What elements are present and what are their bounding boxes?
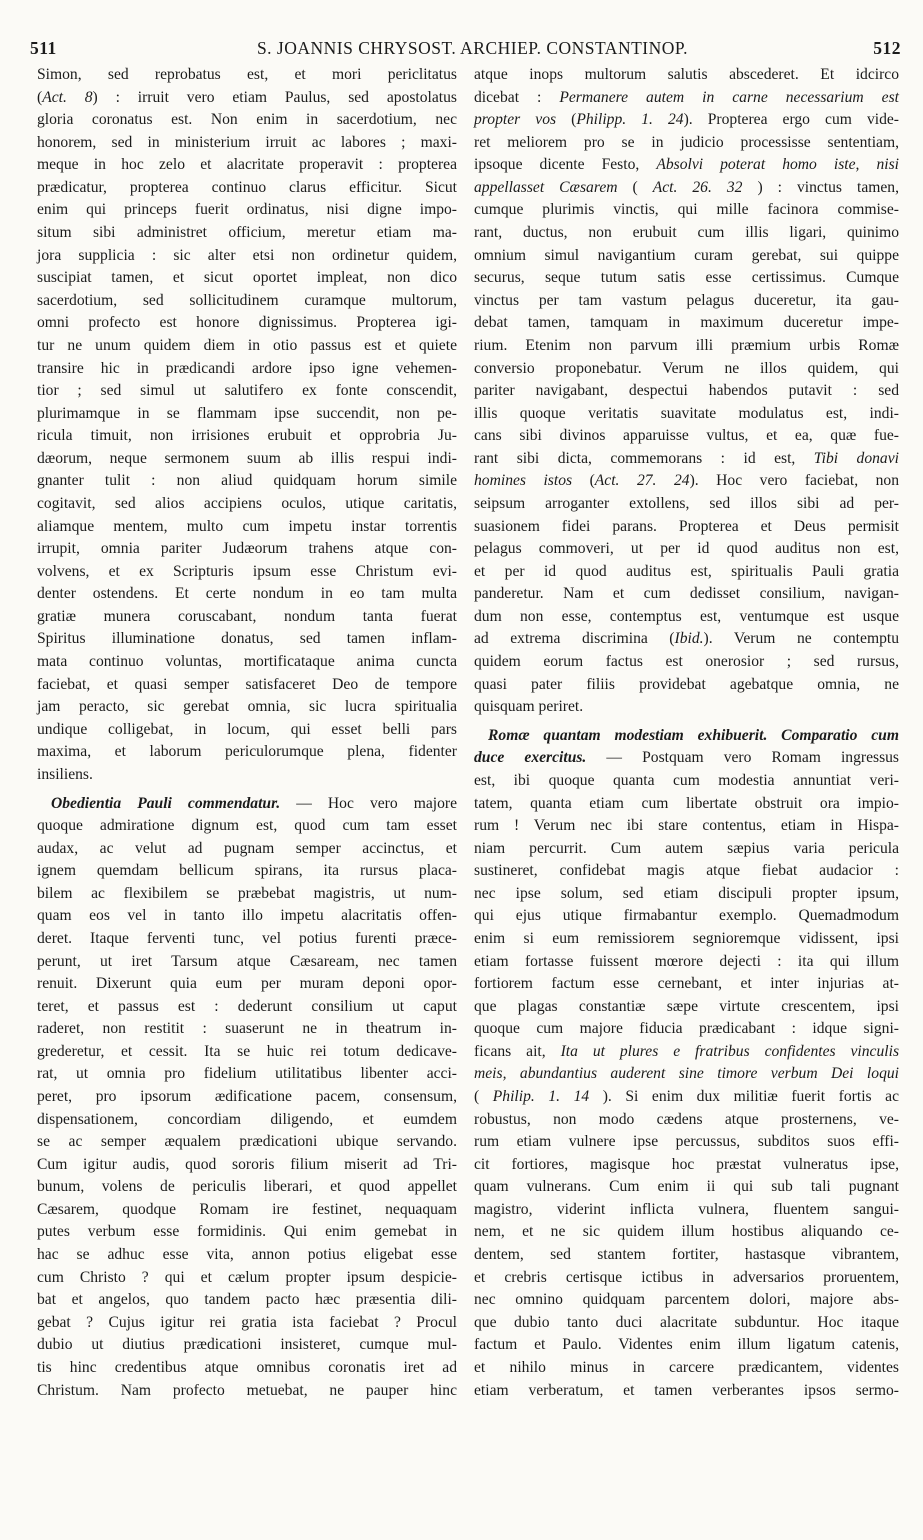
text-line: ignem quemdam bellicum spirans, ita rursus placa- (37, 862, 457, 880)
text-line: Spiritus illuminatione donatus, sed tamen inflam- (37, 630, 457, 648)
text-line: putes verbum esse formidinis. Qui enim gemebat in (37, 1223, 457, 1241)
text-line: tatem, quanta etiam cum libertate obstruit ora impio- (474, 794, 899, 812)
text-line: Obedientia Pauli commendatur. — Hoc vero majore (51, 794, 458, 812)
text-line: quam eos vel in tanto illo impetu alacritatis offen- (37, 907, 457, 925)
text-line: omni profecto est honore dignissimus. Propterea igi- (37, 314, 457, 332)
text-line: homines istos (Act. 27. 24). Hoc vero faciebat, non (474, 472, 899, 490)
text-line: vinctus per tam vastum pelagus duceretur, ita gau- (474, 291, 899, 309)
text-line: perunt, ut iret Tarsum atque Cæsaream, nec tamen (37, 952, 457, 970)
text-line: dæorum, neque sermonem suum ab illis respui indi- (37, 449, 457, 467)
text-line: securus, seque tutum satis esse certissimus. Cumque (474, 269, 899, 287)
text-line: panderetur. Nam et cum dedisset consilium, navigan- (474, 585, 899, 603)
text-line: rant, ductus, non erubuit cum illis ligari, quinimo (474, 224, 899, 242)
text-line: rum etiam vulnere ipse percussus, subditos suos effi- (474, 1133, 899, 1151)
text-line: etiam verberatum, et tamen verberantes ipsos sermo- (474, 1381, 899, 1399)
text-line: rum ! Verum nec ibi stare contentus, etiam in Hispa- (474, 817, 899, 835)
text-line: bat et angelos, quo tandem pacto hæc præsentia dili- (37, 1291, 457, 1309)
text-line: dispensationem, concordiam diligendo, et eumdem (37, 1110, 457, 1128)
text-line: qui ejus utique firmabantur exemplo. Quemadmodum (474, 907, 899, 925)
text-line: nec omnino quidquam parcentem dolori, majore abs- (474, 1291, 899, 1309)
text-line: nem, et ne sic quidem illum hostibus aliquando ce- (474, 1223, 899, 1241)
text-line: quidem eorum factus est onerosior ; sed rursus, (474, 653, 899, 671)
text-line: volvens, et ex Scripturis ipsum esse Christum evi- (37, 562, 457, 580)
text-line: ficans ait, Ita ut plures e fratribus confidentes vinculis (474, 1042, 900, 1060)
text-line: sustineret, confidebat magis atque fiebat audacior : (474, 862, 899, 880)
text-line: teret, et passus est : dederunt consilium ut caput (37, 997, 457, 1015)
text-line: insiliens. (37, 765, 93, 783)
text-line: gnanter tulit : non aliud quidquam horum simile (37, 472, 457, 490)
text-line: Christum. Nam profecto metuebat, ne pauper hinc (37, 1381, 457, 1399)
text-line: illis quoque veritatis suavitate modulatus est, indi- (474, 404, 899, 422)
right-text-column (474, 64, 899, 1402)
text-line: peret, pro ipsorum ædificatione pacem, consensum, (37, 1088, 457, 1106)
text-line: pariter navigabant, despectui habendos putavit : sed (474, 382, 899, 400)
text-line (474, 725, 899, 748)
text-line: dentem, sed stantem fortiter, hastasque vibrantem, (474, 1246, 899, 1264)
text-line: audax, ac velut ad pugnam semper accinctus, et (37, 839, 457, 857)
page-number-right: 512 (873, 38, 901, 58)
text-line: situm sibi administret officium, meretur etiam ma- (37, 224, 457, 242)
text-line: que plagas constantiæ sæpe virtute crescentem, ipsi (474, 997, 899, 1015)
section-heading: Obedientia Pauli commendatur. (51, 794, 281, 812)
text-line: plurimamque in se flammam ipse succendit, non pe- (37, 404, 457, 422)
text-line: bunum, volens de periculis liberari, et quod appellet (37, 1178, 457, 1196)
text-line: gloria coronatus est. Non enim in sacerdotium, nec (37, 111, 457, 129)
text-line: cit fortiores, magisque hoc præstat vulneratus ipse, (474, 1155, 899, 1173)
text-line: ricula timuit, non irrisiones erubuit et opprobria Ju- (37, 427, 457, 445)
text-line: duce exercitus. — Postquam vero Romam ingressus (474, 749, 899, 767)
text-line: aliamque mentem, multo cum impetu instar torrentis (37, 517, 457, 535)
text-line: cum Christo ? qui et cælum propter ipsum despicie- (37, 1268, 457, 1286)
text-line: robustus, non modo cædens atque prosternens, ve- (474, 1110, 899, 1128)
text-line: seipsum arroganter extollens, sed illos sibi ad per- (474, 494, 899, 512)
text-line: pelagus commoveri, ut per id quod auditus non est, (474, 540, 899, 558)
text-line: enim si eum remissiorem segnioremque vidissent, ipsi (474, 929, 899, 947)
text-line: et crebris certisque ictibus in adversarios proruentem, (474, 1268, 899, 1286)
text-line: quoque cum majore fiducia prædicabant : idque signi- (474, 1020, 899, 1038)
text-line: deret. Itaque ferventi tunc, vel potius furenti præce- (37, 929, 457, 947)
section-heading: Romæ quantam modestiam exhibuerit. Comparatio cum (488, 726, 899, 744)
text-line: gebat ? Cujus igitur rei gratia ista faciebat ? Procul (37, 1313, 457, 1331)
text-line: dicebat : Permanere autem in carne necessarium est (474, 88, 900, 106)
text-line: meque in hoc zelo et alacritate properavit : propterea (37, 156, 457, 174)
page-number-left: 511 (30, 38, 57, 58)
text-line: quisquam periret. (474, 698, 584, 716)
text-line: omnium simul navigantium curam gerebat, sui quippe (474, 246, 899, 264)
text-line: grederetur, et cessit. Ita se huic rei totum dedicave- (37, 1042, 457, 1060)
left-text-column (37, 64, 457, 1402)
text-line: denter ostendens. Et certe nondum in eo tam multa (37, 585, 457, 603)
text-line: rant sibi dicta, commemorans : id est, Tibi donavi (474, 449, 899, 467)
text-line: faciebat, et quasi semper satisfaceret Deo de tempore (37, 675, 457, 693)
text-line: maxima, et laborum periculorumque plena, fidenter (37, 743, 457, 761)
text-line: undique colligebat, in locum, qui esset belli pars (37, 720, 457, 738)
text-line: cumque plurimis vinctis, qui mille facinora commise- (474, 201, 899, 219)
text-line: quoque admiratione dignum est, quod cum tam esset (37, 817, 457, 835)
text-line: bilem ac flexibilem se præbebat magistris, ut num- (37, 884, 457, 902)
text-line: jora supplicia : sic alter etsi non ordinetur quidem, (37, 246, 457, 264)
text-line: Cæsarem, quodque Romam ire festinet, nequaquam (37, 1200, 457, 1218)
text-line: ad extrema discrimina (Ibid.). Verum ne contemptu (474, 630, 899, 648)
text-line: quasi pater filiis providebat agebatque omnia, ne (474, 675, 899, 693)
text-line: ret meliorem pro se in judicio processisse sententiam, (474, 133, 899, 151)
text-line: rium. Etenim non parvum illi præmium urbis Romæ (474, 336, 899, 354)
text-line: ( Philip. 1. 14 ). Si enim dux militiæ fuerit fortis ac (474, 1088, 899, 1106)
text-line: (Act. 8) : irruit vero etiam Paulus, sed apostolatus (37, 88, 457, 106)
text-line: et nihilo minus in carcere prædicantem, videntes (474, 1358, 899, 1376)
text-line: tur ne unum quidem diem in otio passus est et quiete (37, 336, 457, 354)
text-line: enim qui princeps fuerit ordinatus, nisi digne impo- (37, 201, 457, 219)
text-line: gratiæ munera coruscabant, nondum tanta fuerat (37, 607, 457, 625)
text-line: meis, abundantius auderent sine timore verbum Dei loqui (474, 1065, 899, 1083)
text-line: nec ipse solum, sed etiam discipuli propter ipsum, (474, 884, 899, 902)
text-line: suasionem fidei parans. Propterea et Deus permisit (474, 517, 899, 535)
text-line: honorem, sed in ministerium irruit ac labores ; maxi- (37, 133, 457, 151)
text-line: dubio ut diutius prædicationi insisteret, cumque mul- (37, 1336, 457, 1354)
text-line: fortiorem factum esse cernebant, et inter injurias at- (474, 975, 899, 993)
text-line: atque inops multorum salutis abscederet. Et idcirco (474, 66, 899, 83)
text-line: hac se adhuc esse vita, annon potius eligebat esse (37, 1246, 457, 1264)
text-line: conversio proponebatur. Verum ne illos quidem, qui (474, 359, 899, 377)
text-line: cogitavit, sed alios accipiens oculos, utique caritatis, (37, 494, 457, 512)
text-line: appellasset Cæsarem ( Act. 26. 32 ) : vinctus tamen, (474, 178, 899, 196)
text-line: sacerdotium, sed sollicitudinem curamque multorum, (37, 291, 457, 309)
text-line: dum non esse, contemptus est, ventumque est usque (474, 607, 899, 625)
text-line: transire hic in prædicandi ardore ipso igne vehemen- (37, 359, 457, 377)
text-line: ipsoque dicente Festo, Absolvi poterat homo iste, nisi (474, 156, 899, 174)
text-line: et per id quod auditus est, spiritualis Pauli gratia (474, 562, 899, 580)
text-line: factum et Paulo. Videntes enim illum ligatum catenis, (474, 1336, 899, 1354)
text-line: tis hinc credentibus atque omnibus coronatis iret ad (37, 1358, 457, 1376)
text-line: se ac semper æqualem prædicationi ubique servando. (37, 1133, 457, 1151)
running-title: S. JOANNIS CHRYSOST. ARCHIEP. CONSTANTINOP. (256, 38, 689, 58)
text-line: raderet, non restitit : suaserunt ne in theatrum in- (37, 1020, 457, 1038)
text-line: renuit. Dixerunt quia eum per muram deponi opor- (37, 975, 457, 993)
text-line: magistro, viderint inflicta vulnera, fluentem sangui- (474, 1200, 899, 1218)
text-line: irrupit, omnia pariter Judæorum trahens atque con- (37, 540, 457, 558)
text-line: quam vulnerans. Cum enim ii qui sub tali pugnant (474, 1178, 899, 1196)
text-line: est, ibi quoque quanta cum modestia annuntiat veri- (474, 771, 899, 789)
text-line: propter vos (Philipp. 1. 24). Propterea ergo cum vide- (474, 111, 900, 129)
section-heading: duce exercitus. (474, 749, 587, 767)
text-line: suscipiat tamen, et sicut oportet impleat, non dico (37, 269, 457, 287)
text-line: Cum igitur audis, quod sororis filium miserit ad Tri- (37, 1155, 457, 1173)
running-header (30, 38, 901, 60)
text-line: que dubio tanto duci alacritate subduntur. Hoc itaque (474, 1313, 899, 1331)
text-line: Simon, sed reprobatus est, et mori periclitatus (37, 66, 457, 83)
text-line: cans sibi divinos apparuisse vultus, et ea, quæ fue- (474, 427, 899, 445)
text-line: prædicatur, propterea continuo clarus efficitur. Sicut (37, 178, 457, 196)
text-line: niam percurrit. Cum autem sæpius varia pericula (474, 839, 899, 857)
text-line: jam peracto, sic gerebat omnia, sic lucra spiritualia (37, 698, 457, 716)
text-line: rat, ut omnia pro fidelium utilitatibus libenter acci- (37, 1065, 457, 1083)
text-line: etiam fortasse fuissent mœrore dejecti : ita qui illum (474, 952, 899, 970)
text-line: tior ; sed simul ut salutifero ex fonte conscendit, (37, 382, 457, 400)
text-line: mata continuo voluntas, mortificataque anima cuncta (37, 653, 457, 671)
text-line: debat tamen, tamquam in maximum duceretur impe- (474, 314, 899, 332)
